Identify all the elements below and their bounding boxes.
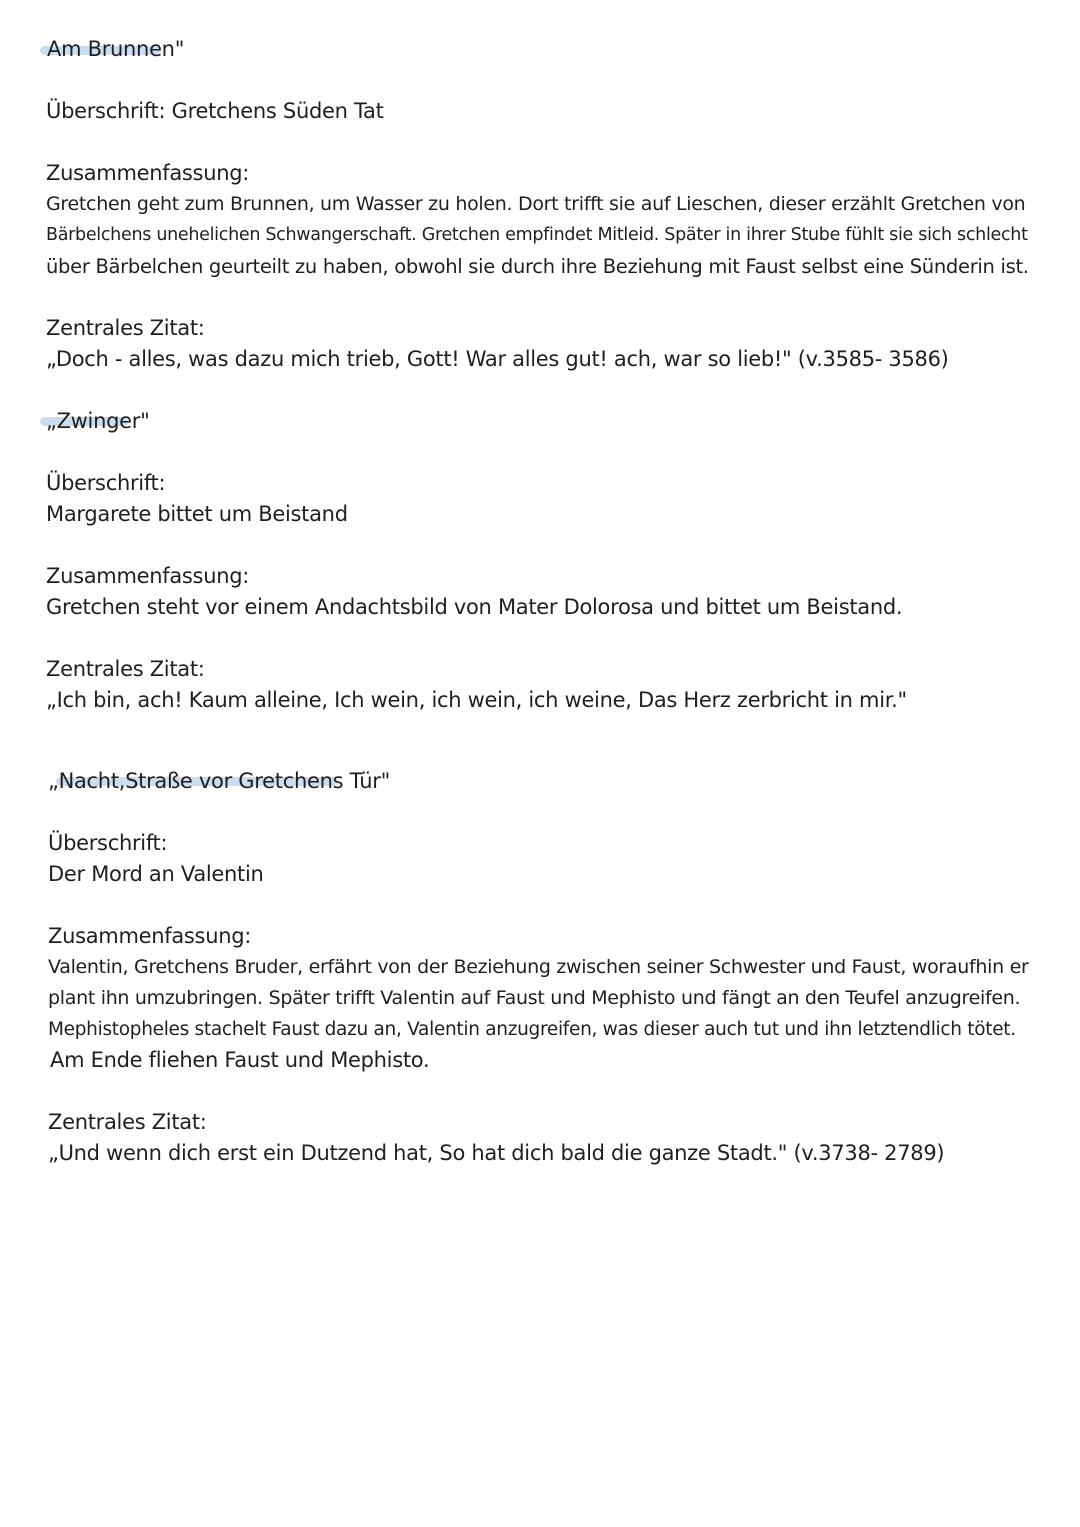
heading-label: Überschrift: Gretchens Süden Tat [46,99,384,123]
summary-line: Bärbelchens unehelichen Schwangerschaft. Gretchen empfindet Mitleid. Später in ihrer Stube fühlt sie sich schlecht [46,225,1028,245]
section-title: „Zwinger" [46,409,150,433]
quote-text: „Und wenn dich erst ein Dutzend hat, So hat dich bald die ganze Stadt." (v.3738- 2789) [48,1141,945,1165]
summary-line: Am Ende fliehen Faust und Mephisto. [50,1048,430,1072]
quote-label: Zentrales Zitat: [48,1110,207,1134]
summary-label: Zusammenfassung: [46,564,250,588]
heading-label: Überschrift: [46,471,166,495]
heading-label: Überschrift: [48,831,168,855]
summary-line: plant ihn umzubringen. Später trifft Valentin auf Faust und Mephisto und fängt an den Teufel anzugreifen. [48,987,1021,1009]
section-title: Am Brunnen" [47,37,185,61]
summary-line: Valentin, Gretchens Bruder, erfährt von der Beziehung zwischen seiner Schwester und Faust, woraufhin er [48,956,1029,978]
summary-line: Gretchen steht vor einem Andachtsbild von Mater Dolorosa und bittet um Beistand. [46,595,903,619]
quote-label: Zentrales Zitat: [46,657,205,681]
summary-label: Zusammenfassung: [48,924,252,948]
quote-label: Zentrales Zitat: [46,316,205,340]
section-title: „Nacht,Straße vor Gretchens Tür" [48,769,390,793]
summary-line: Mephistopheles stachelt Faust dazu an, Valentin anzugreifen, was dieser auch tut und ihn letztendlich tötet. [48,1019,1016,1040]
summary-label: Zusammenfassung: [46,161,250,185]
summary-line: Gretchen geht zum Brunnen, um Wasser zu holen. Dort trifft sie auf Lieschen, dieser erzählt Gretchen von [46,193,1026,215]
heading-value: Margarete bittet um Beistand [46,502,348,526]
quote-text: „Ich bin, ach! Kaum alleine, Ich wein, ich wein, ich weine, Das Herz zerbricht in mir." [46,688,907,712]
summary-line: über Bärbelchen geurteilt zu haben, obwohl sie durch ihre Beziehung mit Faust selbst eine Sünderin ist. [46,255,1029,278]
quote-text: „Doch - alles, was dazu mich trieb, Gott! War alles gut! ach, war so lieb!" (v.3585- 3586) [46,347,949,371]
heading-value: Der Mord an Valentin [48,862,264,886]
